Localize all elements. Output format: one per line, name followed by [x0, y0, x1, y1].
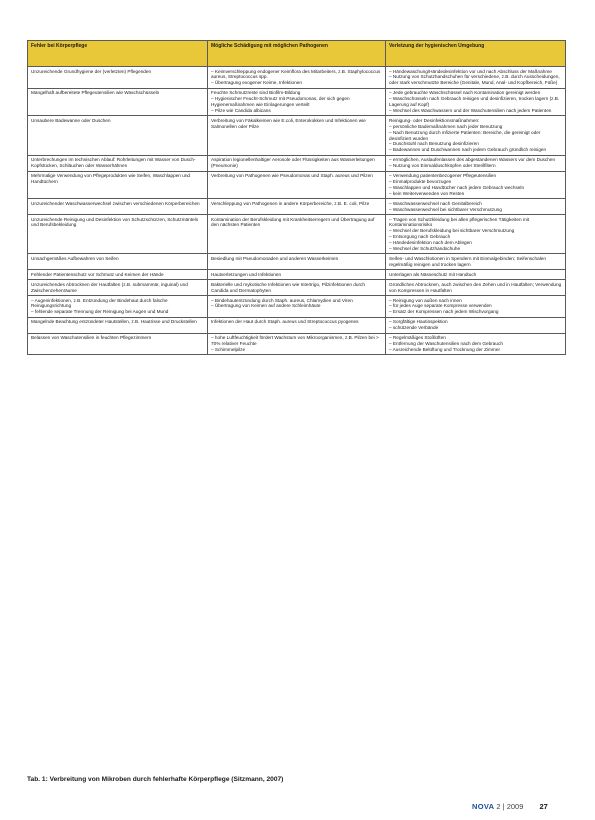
table-cell — [386, 155, 566, 171]
table-row — [28, 333, 566, 355]
cell-line: – Wechsel des Waschwassers und der Waschutensilien nach jedem Patienten — [389, 107, 552, 113]
table-cell — [28, 317, 208, 333]
cell-line: Hautverletzungen und Infektionen — [211, 271, 282, 277]
cell-line: Seifen- und Waschlotionen in Spendern mit Einmalgebinden; Seifenschalen regelmäßig reinigen und trocken lagern — [389, 255, 546, 267]
table-cell — [208, 254, 386, 270]
cell-line: – Übertragung exogener Keime, Infektionen — [211, 80, 302, 86]
table-cell — [386, 199, 566, 215]
table-cell — [28, 296, 208, 318]
cell-line: Besiedlung mit Pseudomonaden und anderen Wasserkeimen — [211, 255, 339, 261]
cell-line: – Nutzung von Schutzhandschuhen für verschiedene, z.B. durch Ausscheidungen, oder stark verschmutzte Bereiche (Genitale, Mund, Anal- und Kopfbereich, Füße) — [389, 74, 560, 86]
cell-line: – für jedes Auge separate Kompresse verwenden — [389, 303, 492, 309]
cell-line: Unzureichende Reinigung und Desinfektion von Schutzschürzen, Schutzmänteln und Berufsbekleidung — [31, 216, 199, 228]
column-header-damage: Mögliche Schädigung mit möglichen Pathogenen — [208, 41, 386, 67]
cell-line: Unzureichendes Abtrocknen der Hautfalten (z.B. submammär, inguinal) und Zwischenzehenräume — [31, 281, 188, 293]
table-cell — [386, 215, 566, 254]
cell-line: – Übertragung von Keimen auf andere Schleimhäute — [211, 303, 321, 309]
table-row — [28, 155, 566, 171]
table-cell — [28, 215, 208, 254]
cell-line: – Nutzung von Einmalduschköpfen oder Sterilfiltern — [389, 163, 496, 169]
cell-line: Fehlender Patientenschutz vor Schmutz und Keimen der Hände — [31, 271, 164, 277]
cell-line: – Waschlappen und Handtücher nach jedem Gebrauch wechseln — [389, 184, 525, 190]
cell-line: – Händewaschung/Händedesinfektion vor und nach Abschluss der Maßnahme — [389, 68, 552, 74]
cell-line: – Regelmäßiges Stoßlüften — [389, 335, 446, 341]
table-caption: Tab. 1: Verbreitung von Mikroben durch fehlerhafte Körperpflege (Sitzmann, 2007) — [27, 776, 284, 783]
column-header-prevention: Verletzung der hygienischen Umgebung — [386, 41, 566, 67]
cell-line: – Hygienischer Feucht-Schmutz mit Pseudomonas, der sich gegen Hygienemaßnahmen wie Einlagerungen verteilt — [211, 96, 350, 108]
cell-line: – Badewannen und Duschwannen nach jedem Gebrauch gründlich reinigen — [389, 147, 547, 153]
table-cell — [386, 317, 566, 333]
table-header-row — [28, 41, 566, 67]
cell-line: Unterbrechungen im technischen Ablauf: Rohrleitungen mit Wasser von Dusch-Kopfstücken, Schläuchen oder Wasserhähnen — [31, 157, 196, 169]
cell-line: Mehrmalige Verwendung von Pflegeprodukten wie Seifen, Waschlappen und Handtüchern — [31, 173, 191, 184]
table-cell — [208, 280, 386, 296]
table-cell — [28, 280, 208, 296]
cell-line: Unzureichende Grundhygiene der (verletzten) Pflegenden — [31, 68, 152, 74]
table-cell — [386, 333, 566, 355]
table-cell — [386, 88, 566, 116]
table-cell — [386, 116, 566, 155]
table-cell — [208, 333, 386, 355]
cell-line: – kein Weiterverwenden von Resten — [389, 190, 465, 196]
hygiene-table — [27, 40, 566, 355]
cell-line: – Sorgfältige Hautinspektion — [389, 319, 448, 325]
table-cell — [386, 270, 566, 280]
table-cell — [28, 155, 208, 171]
cell-line: – Ersatz der Kompressen nach jedem Wischvorgang — [389, 309, 499, 315]
table-cell — [386, 296, 566, 318]
cell-line: – Bindehautentzündung durch Staph. aureus, Chlamydien und Viren — [211, 297, 353, 303]
cell-line: Unzureichender Waschwasserwechsel zwischen verschiedenen Körperbereichen — [31, 200, 200, 206]
table-cell — [208, 67, 386, 89]
cell-line: – schützende Verbände — [389, 325, 439, 331]
cell-line: Reinigung- oder Desinfektionsmaßnahmen: — [389, 117, 480, 123]
cell-line: Feuchte Schmutzreste sind Biofilm-Bildung — [211, 90, 301, 96]
table-cell — [28, 116, 208, 155]
table-cell — [386, 171, 566, 199]
cell-line: – Duschstuhl nach Benutzung desinfizieren — [389, 141, 479, 147]
issue-number: 2 | 2009 — [496, 802, 524, 811]
cell-line: Unsaubere Badewanne oder Duschen — [31, 117, 111, 123]
cell-line: – Entsorgung nach Gebrauch — [389, 234, 451, 240]
cell-line: – Händedesinfektion nach dem Ablegen — [389, 240, 472, 246]
cell-line: Unterlagen als Nässeschutz mit Handtuch — [389, 271, 477, 277]
table-cell — [28, 270, 208, 280]
cell-line: Infektionen der Haut durch Staph. aureus und Streptococcus pyogenes — [211, 319, 359, 325]
cell-line: – Reinigung von außen nach innen — [389, 297, 462, 303]
table-cell — [28, 254, 208, 270]
cell-line: – Waschwasserwechsel nach Genitalbereich — [389, 200, 482, 206]
cell-line: Gründliches Abtrocknen, auch zwischen den Zehen und in Hautfalten; Verwendung von Kompressen in Hautfalten — [389, 281, 562, 293]
cell-line: – Verwendung patientenbezogener Pflegeutensilien — [389, 173, 497, 179]
journal-brand: NOVA — [472, 802, 495, 811]
table-row — [28, 270, 566, 280]
table-row — [28, 280, 566, 296]
table-row — [28, 317, 566, 333]
cell-line: – Jede gebrauchte Waschschüssel nach Kontamination gereinigt werden — [389, 90, 541, 96]
cell-line: – Augeninfektionen, z.B. Entzündung der Bindehaut durch falsche Reinigungsrichtung — [31, 297, 168, 309]
cell-line: – Keimverschleppung endogener Keimflora des Mitarbeiters, z.B. Staphylococcus aureus, Streptococcus spp. — [211, 68, 381, 80]
cell-line: – ermöglichen, Auslaufenlassen des abgestandenen Wassers vor dem Duschen — [389, 157, 556, 163]
table-row — [28, 116, 566, 155]
table-row — [28, 215, 566, 254]
table-cell — [28, 88, 208, 116]
cell-line: – Wechsel der Schutzhandschuhe — [389, 246, 461, 252]
column-header-errors: Fehler bei Körperpflege — [28, 41, 208, 67]
table-body — [28, 67, 566, 355]
cell-line: – persönliche Bademaßnahmen nach jeder Benutzung — [389, 123, 503, 129]
table-row — [28, 88, 566, 116]
cell-line: – Wechsel der Berufskleidung bei sichtbarer Verschmutzung — [389, 228, 515, 234]
table-cell — [208, 116, 386, 155]
cell-line: – Waschschüsseln nach Gebrauch reinigen und desinfizieren, trocken lagern (z.B. Lagerung auf Kopf) — [389, 96, 560, 108]
table-cell — [208, 199, 386, 215]
cell-line: – Schimmelpilze — [211, 346, 246, 352]
table-cell — [28, 333, 208, 355]
page-footer — [472, 802, 548, 811]
cell-line: Bakterielle und mykotische Infektionen wie Intertrigo, Pilzinfektionen durch Candida und Dermatophyten — [211, 281, 365, 293]
cell-line: – Pilze wie Candida albicans — [211, 107, 271, 113]
cell-line: Belassen von Waschutensilien in feuchten Pflegezimmern — [31, 335, 152, 341]
table-row — [28, 254, 566, 270]
table-cell — [28, 199, 208, 215]
cell-line: – Ausreichende Belüftung und Trocknung der Zimmer — [389, 346, 501, 352]
cell-line: Aspiration legionellenhaltiger Aerosole oder Flüssigkeiten aus Wasserleitungen (Pneumonie) — [211, 157, 375, 169]
cell-line: Kontamination der Berufskleidung mit Krankheitserregern und Übertragung auf den nächsten Patienten — [211, 216, 375, 228]
table-cell — [208, 88, 386, 116]
cell-line: – Einmalprodukte bevorzugen — [389, 179, 452, 184]
table-container — [27, 40, 565, 355]
cell-line: – Waschwasserwechsel bei sichtbarer Verschmutzung — [389, 206, 502, 212]
table-cell — [208, 215, 386, 254]
table-cell — [28, 171, 208, 199]
table-cell — [208, 155, 386, 171]
table-row — [28, 67, 566, 89]
table-row — [28, 199, 566, 215]
page-number: 27 — [539, 802, 548, 811]
cell-line: Mangelhaft aufbereitete Pflegeutensilien wie Waschschüsseln — [31, 90, 160, 96]
table-cell — [386, 67, 566, 89]
table-row — [28, 171, 566, 199]
table-cell — [386, 254, 566, 270]
cell-line: Unsachgemäßes Aufbewahren von Seifen — [31, 255, 119, 261]
cell-line: Verschleppung von Pathogenen in andere Körperbereiche, z.B. E. coli, Pilze — [211, 200, 370, 206]
cell-line: Mangelnde Beachtung entzündeter Hautstellen, z.B. Hautrisse und Druckstellen — [31, 319, 197, 325]
table-cell — [208, 317, 386, 333]
table-cell — [208, 270, 386, 280]
cell-line: – Tragen von Schutzkleidung bei allen pflegerischen Tätigkeiten mit Kontaminationsrisiko — [389, 216, 530, 228]
table-cell — [208, 296, 386, 318]
cell-line: – hohe Luftfeuchtigkeit fördert Wachstum von Mikroorganismen, z.B. Pilzen bei > 70% relativer Feuchte — [211, 335, 379, 346]
cell-line: – fehlende separate Trennung der Reinigung bei Augen und Mund — [31, 309, 169, 315]
cell-line: – Nach Benutzung durch infizierte Patienten: Bereiche, die gereinigt oder desinfiziert wurden — [389, 129, 541, 141]
table-row — [28, 296, 566, 318]
cell-line: Verbreitung von Fäkalkeimen wie E.coli, Enterokokken und Infektionen wie Salmonellen oder Pilze — [211, 117, 366, 129]
table-cell — [28, 67, 208, 89]
table-cell — [208, 171, 386, 199]
cell-line: Verbreitung von Pathogenen wie Pseudomonas und Staph. aureus und Pilzen — [211, 173, 373, 179]
table-cell — [386, 280, 566, 296]
cell-line: – Entfernung der Waschutensilien nach dem Gebrauch — [389, 340, 503, 346]
